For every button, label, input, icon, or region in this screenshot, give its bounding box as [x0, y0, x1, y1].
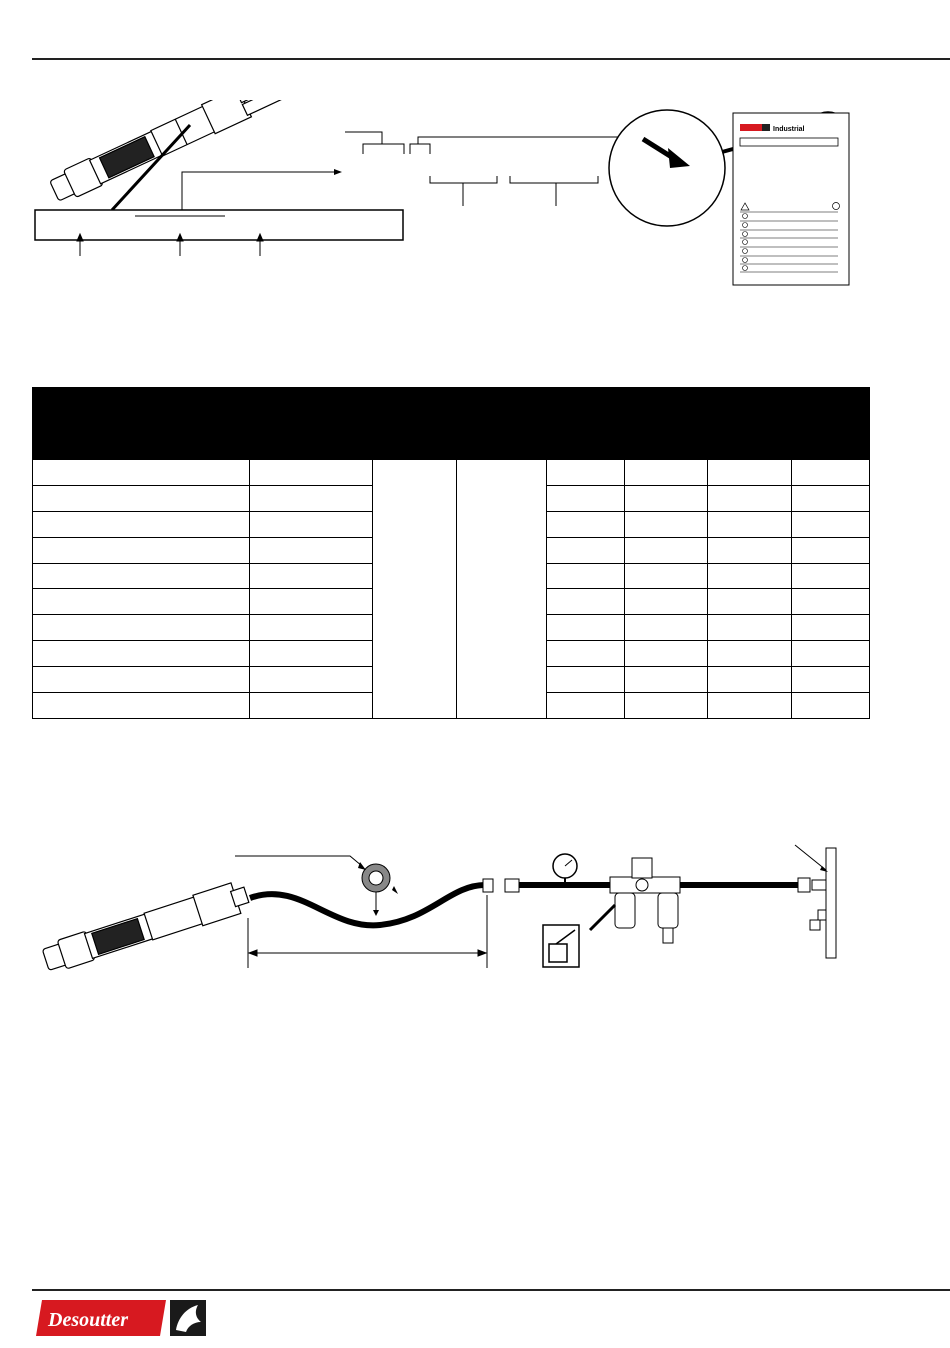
header-cell	[250, 387, 373, 460]
table-cell	[547, 667, 625, 693]
table-cell	[33, 537, 250, 563]
table-cell	[792, 563, 870, 589]
table-cell	[625, 693, 708, 719]
header-rule	[32, 58, 950, 60]
brand-name: Desoutter	[48, 1309, 128, 1331]
serial-label-diagram	[0, 100, 950, 300]
table-cell	[250, 511, 373, 537]
table-cell	[250, 641, 373, 667]
table-cell	[547, 485, 625, 511]
table-cell	[708, 641, 792, 667]
table-cell	[792, 589, 870, 615]
table-cell	[547, 693, 625, 719]
header-cell	[33, 387, 250, 460]
table-cell	[33, 563, 250, 589]
table-cell	[250, 667, 373, 693]
table-cell	[250, 460, 373, 486]
table-cell	[547, 511, 625, 537]
table-cell	[708, 485, 792, 511]
header-cell	[373, 387, 457, 460]
label-card-brand: Industrial	[773, 126, 805, 133]
table-cell	[547, 589, 625, 615]
table-cell	[708, 615, 792, 641]
table-cell	[250, 485, 373, 511]
merged-cell	[457, 460, 547, 719]
table-cell	[33, 460, 250, 486]
header-cell	[457, 387, 547, 460]
table-cell	[625, 641, 708, 667]
table-cell	[625, 511, 708, 537]
table-cell	[708, 511, 792, 537]
table-cell	[792, 667, 870, 693]
table-cell	[708, 537, 792, 563]
table-cell	[33, 511, 250, 537]
table-cell	[708, 589, 792, 615]
table-cell	[625, 563, 708, 589]
specification-table	[32, 387, 870, 719]
table-cell	[792, 615, 870, 641]
table-cell	[250, 615, 373, 641]
table-cell	[250, 563, 373, 589]
table-cell	[547, 537, 625, 563]
table-cell	[792, 641, 870, 667]
merged-cell	[373, 460, 457, 719]
table-cell	[625, 589, 708, 615]
table-cell	[708, 693, 792, 719]
header-cell	[792, 387, 870, 460]
table-cell	[792, 511, 870, 537]
table-cell	[547, 615, 625, 641]
air-installation-diagram	[0, 830, 950, 980]
table-cell	[33, 641, 250, 667]
table-cell	[547, 563, 625, 589]
header-cell	[547, 387, 625, 460]
table-cell	[792, 537, 870, 563]
tool-illustration	[41, 880, 252, 976]
table-cell	[33, 589, 250, 615]
table-cell	[250, 693, 373, 719]
table-cell	[708, 563, 792, 589]
table-cell	[625, 485, 708, 511]
table-cell	[625, 537, 708, 563]
table-cell	[250, 589, 373, 615]
table-header-row	[33, 387, 870, 460]
table-cell	[625, 615, 708, 641]
header-cell	[625, 387, 708, 460]
table-cell	[792, 460, 870, 486]
desoutter-logo	[36, 1300, 206, 1336]
table-cell	[547, 460, 625, 486]
table-cell	[625, 667, 708, 693]
table-cell	[547, 641, 625, 667]
table-row	[33, 460, 870, 486]
table-cell	[250, 537, 373, 563]
table-cell	[625, 460, 708, 486]
table-cell	[33, 615, 250, 641]
header-cell	[708, 387, 792, 460]
table-cell	[792, 485, 870, 511]
table-cell	[33, 667, 250, 693]
table-cell	[792, 693, 870, 719]
table-cell	[33, 485, 250, 511]
table-cell	[708, 667, 792, 693]
table-cell	[708, 460, 792, 486]
table-cell	[33, 693, 250, 719]
footer-rule	[32, 1289, 950, 1291]
